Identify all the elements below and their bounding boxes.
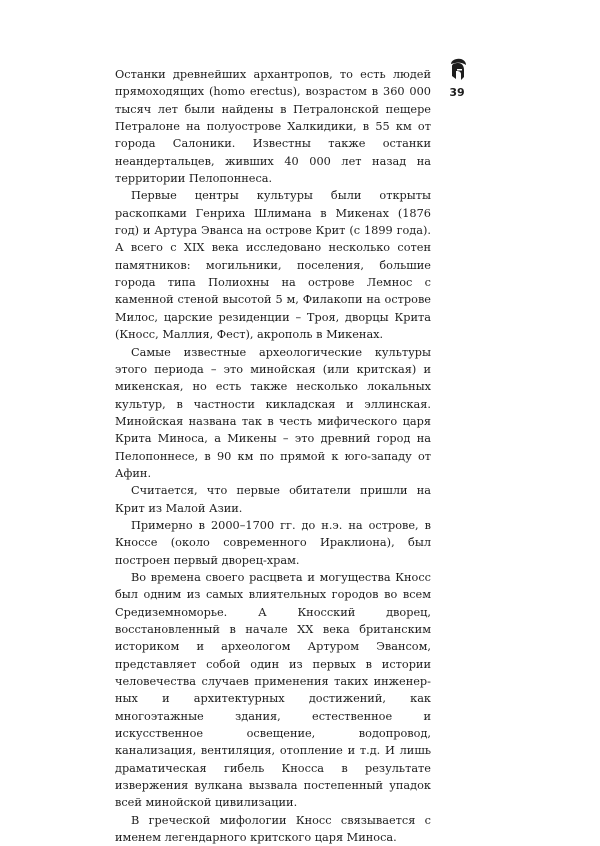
paragraph: Первые центры культуры были открыты раскопками Генриха Шлимана в Микенах (1876 год) и Артура Эванса на острове Крит (с 1899 года). А всего с XIX века исследовано несколько сотен памятников: могильники, поселения, большие города типа Полиохны на острове Лемнос с каменной стеной высотой 5 м, Филакопи на острове Милос, царские резиденции – Троя, дворцы Крита (Кносс, Маллия, Фест), акрополь в Микенах. [115,189,431,342]
paragraph: Примерно в 2000–1700 гг. до н.э. на острове, в Кноссе (около современного Ираклиона), был построен первый дворец-храм. [115,518,431,567]
paragraph: Самые известные археологические культуры этого периода – это минойская (или критская) и микенская, но есть также несколько локальных культур, в частности кикладская и эллинская. Минойская названа так в честь мифического царя Крита Миноса, а Микены – это древний город на Пелопоннесе, в 90 км по прямой к юго-западу от Афин. [115,345,431,480]
page-header-mark [444,58,470,100]
spartan-helmet-icon [446,58,468,84]
page-number: 39 [449,86,465,99]
paragraph: Останки древнейших архантропов, то есть людей прямоходящих (homo erectus), возрастом в 360 000 тысяч лет были найдены в Петралонской пещере Петралоне на полуострове Халкидики, в 55 км от города Салоники. Известны также останки неандертальцев, живших 40 000 лет назад на территории Пелопоннеса. [115,68,431,186]
paragraph: Считается, что первые обитатели пришли на Крит из Малой Азии. [115,484,431,515]
body-text [115,66,431,846]
paragraph: В греческой мифологии Кносс связывается с именем легендарного критского царя Миноса. [115,813,431,845]
paragraph: Во времена своего расцвета и могущества Кносс был одним из самых влиятельных городов во всем Средиземноморье. А Кносский дворец, восстановленный в начале XX века британским историком и археологом Артуром Эвансом, представляет собой один из первых в истории человечества случаев применения таких инженерных и архитектурных достижений, как многоэтажные здания, естественное и искусственное освещение, водопровод, канализация, вентиляция, отопление и т.д. И лишь драматическая гибель Кносса в результате извержения вулкана вызвала постепенный упадок всей минойской цивилизации. [115,570,431,810]
